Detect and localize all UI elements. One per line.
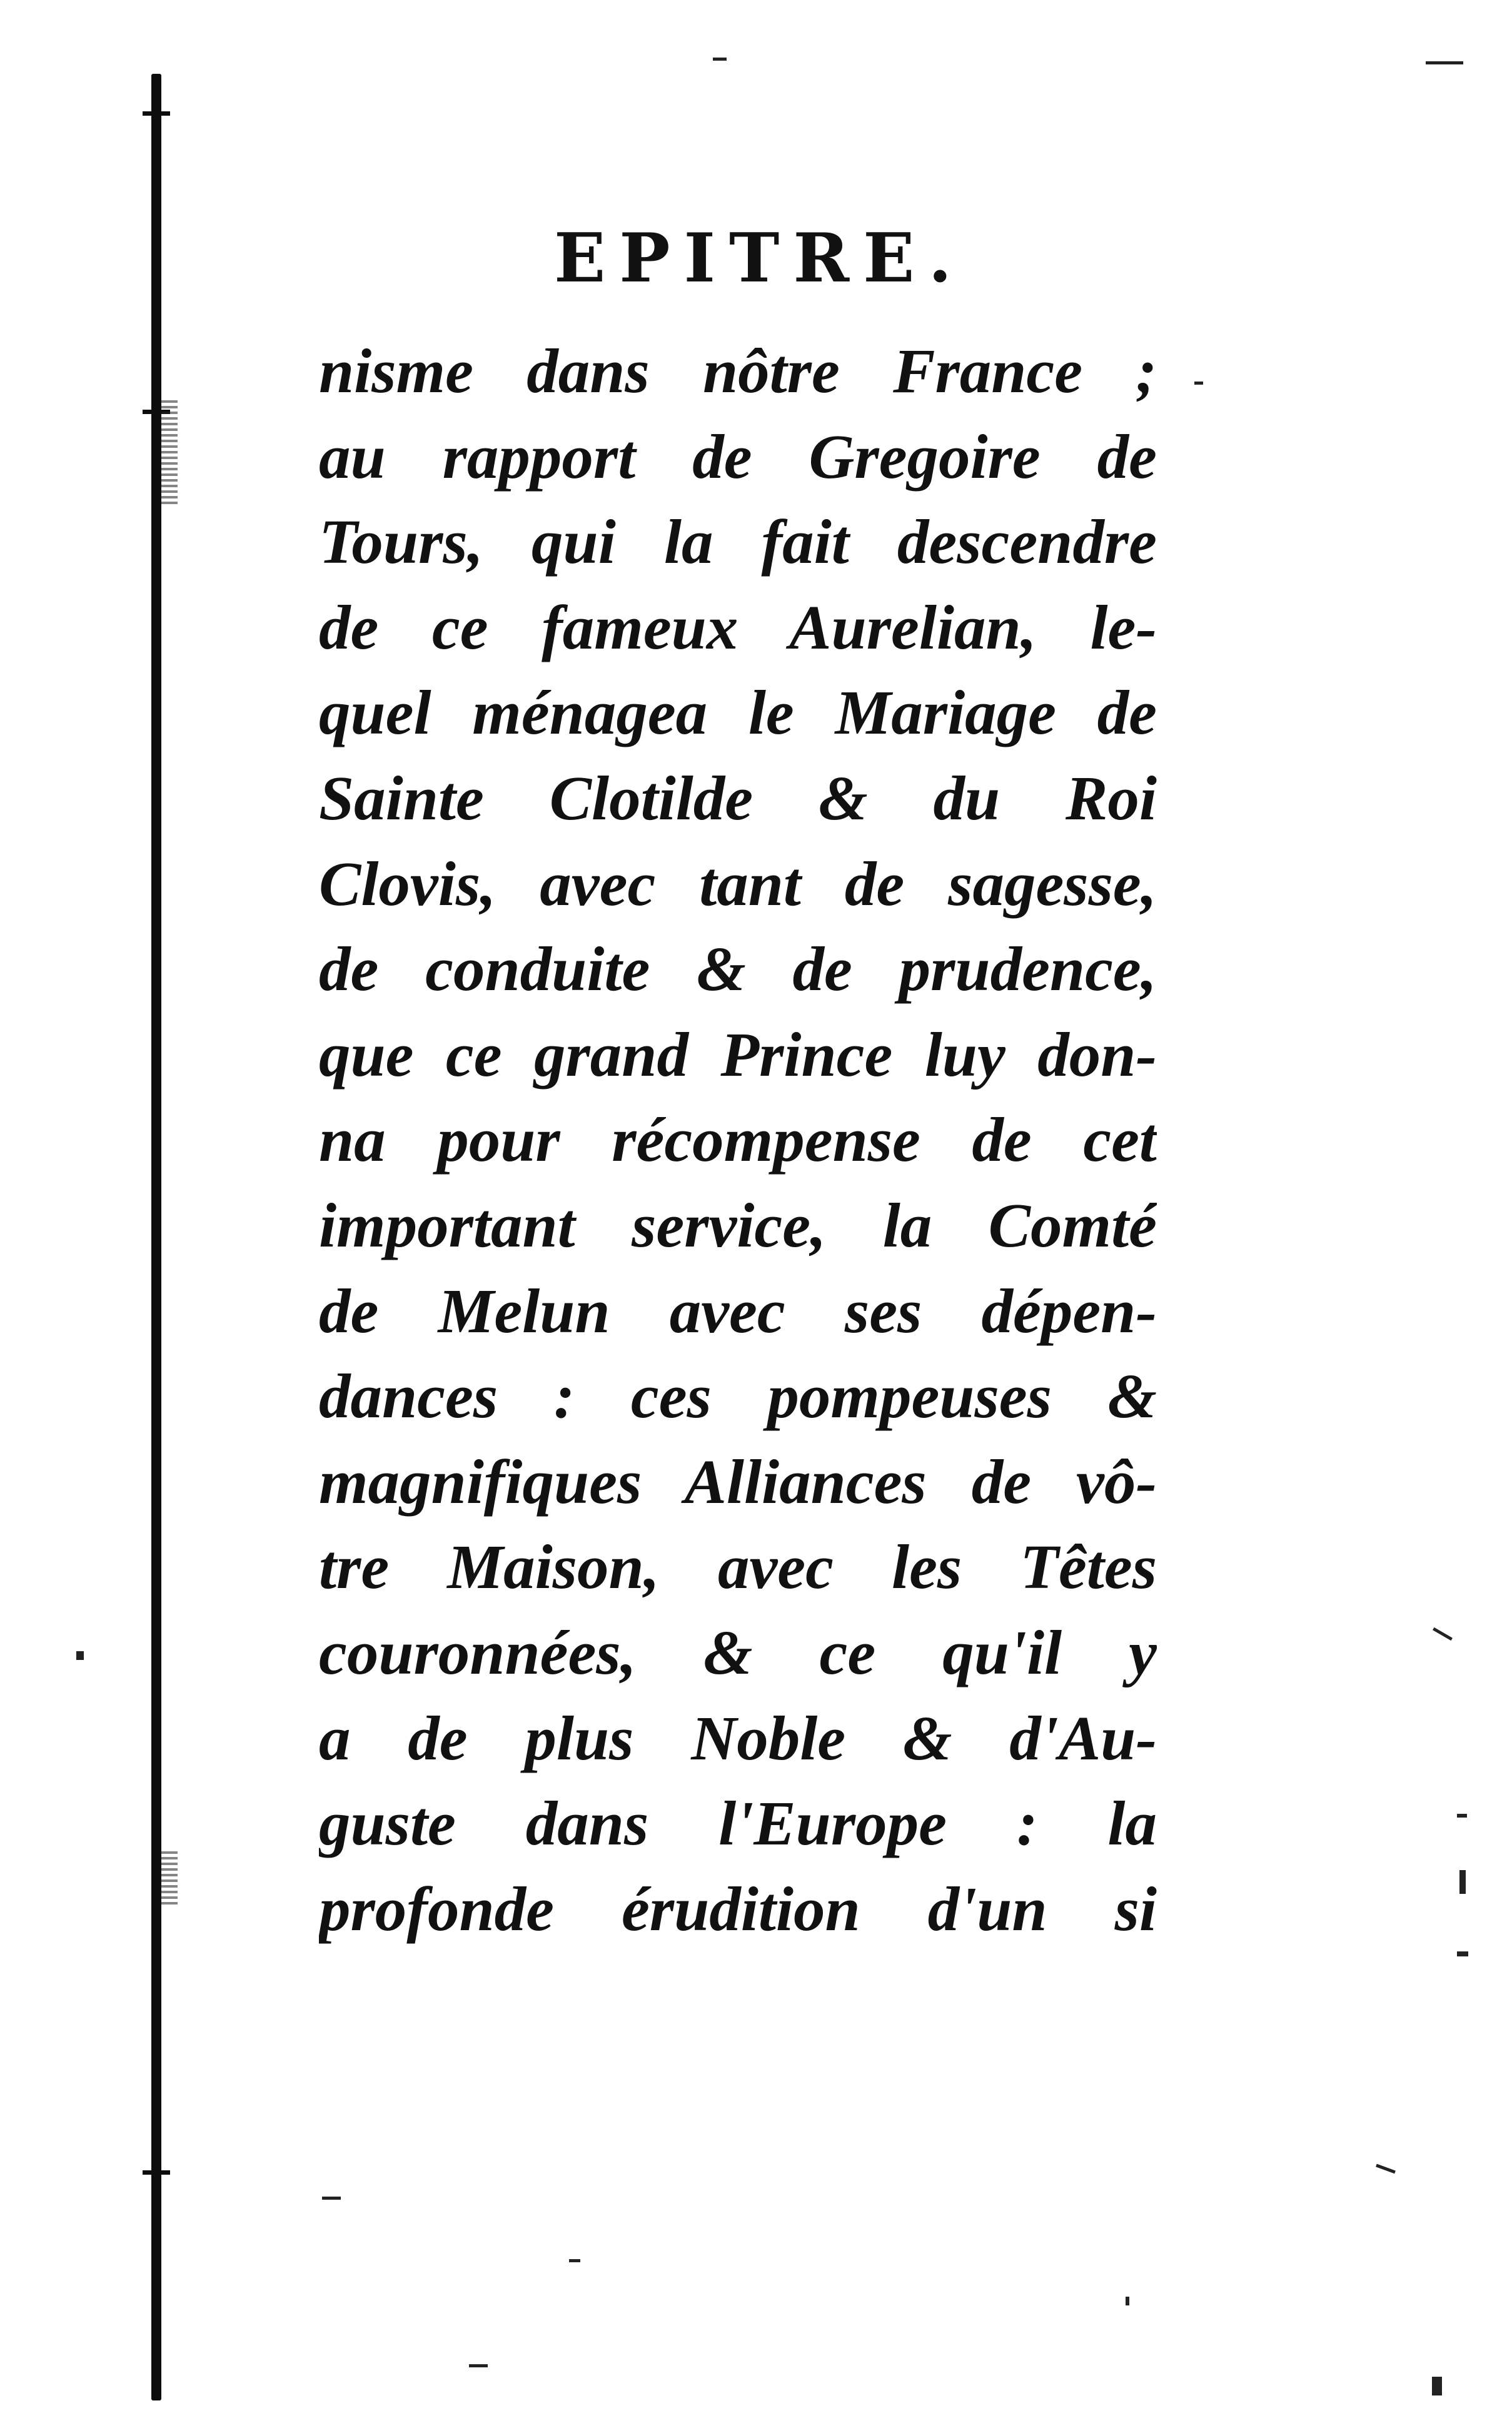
text-line: magnifiques Alliances de vô- — [319, 1446, 1157, 1517]
text-line: quel ménagea le Mariage de — [319, 677, 1157, 748]
print-speck — [1194, 382, 1203, 385]
text-line: de ce fameux Aurelian, le- — [319, 592, 1157, 662]
print-speck — [1457, 1951, 1468, 1956]
text-line: dances : ces pompeuses & — [319, 1361, 1157, 1432]
text-line: que ce grand Prince luy don- — [319, 1019, 1157, 1090]
binding-mark — [143, 2170, 170, 2175]
print-speck — [569, 2259, 580, 2262]
text-line: guste dans l'Europe : la — [319, 1788, 1157, 1859]
print-speck — [1376, 2164, 1396, 2174]
text-line: Clovis, avec tant de sagesse, — [319, 848, 1157, 919]
text-line: couronnées, & ce qu'il y — [319, 1617, 1157, 1687]
text-line: a de plus Noble & d'Au- — [319, 1702, 1157, 1773]
text-line: Tours, qui la fait descendre — [319, 507, 1157, 577]
print-speck — [1426, 61, 1463, 64]
text-line: de Melun avec ses dépen- — [319, 1275, 1157, 1346]
text-line: tre Maison, avec les Têtes — [319, 1532, 1157, 1602]
text-line: Sainte Clotilde & du Roi — [319, 762, 1157, 833]
print-speck — [1432, 2377, 1442, 2395]
print-speck — [1126, 2297, 1129, 2305]
print-speck — [322, 2197, 341, 2200]
print-speck — [1459, 1870, 1466, 1894]
binding-fray — [161, 1851, 178, 1908]
binding-fray — [161, 400, 178, 507]
body-text — [319, 328, 1157, 1951]
print-speck — [76, 1651, 84, 1660]
text-line: de conduite & de prudence, — [319, 934, 1157, 1004]
text-line: profonde érudition d'un si — [319, 1873, 1157, 1944]
text-line: nisme dans nôtre France ; — [319, 336, 1157, 406]
running-head: EPITRE. — [553, 219, 966, 298]
print-speck — [1433, 1627, 1453, 1641]
print-speck — [469, 2364, 488, 2367]
text-line: important service, la Comté — [319, 1190, 1157, 1260]
binding-mark — [143, 111, 170, 116]
binding-rule — [151, 74, 161, 2400]
print-speck — [713, 58, 727, 61]
text-line: au rapport de Gregoire de — [319, 421, 1157, 492]
print-speck — [1457, 1814, 1467, 1818]
text-line: na pour récompense de cet — [319, 1105, 1157, 1175]
